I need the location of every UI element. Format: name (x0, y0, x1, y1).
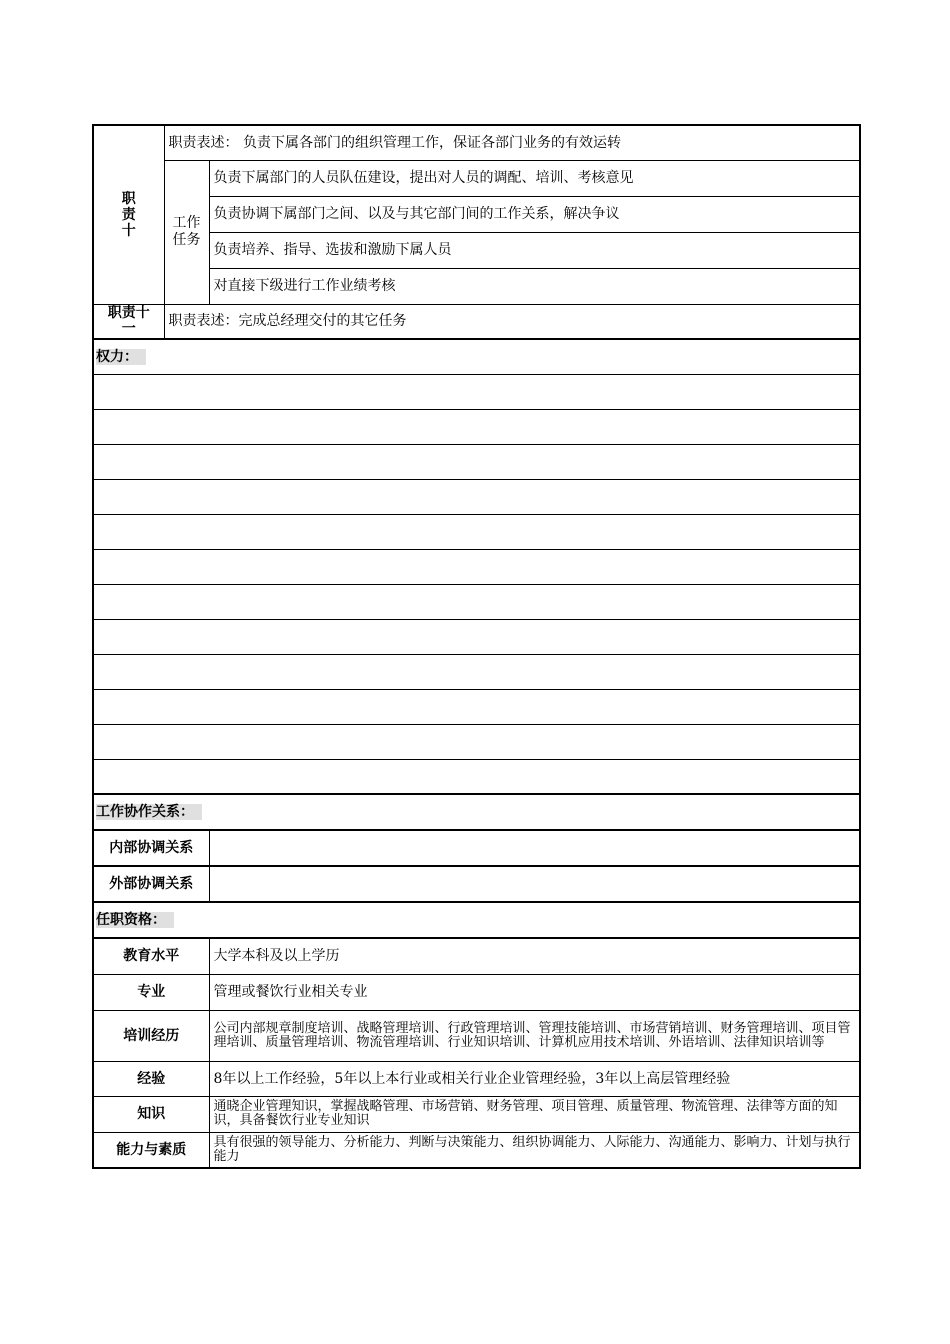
power-row (93, 514, 860, 549)
power-row (93, 584, 860, 619)
work-task-label: 工作 任务 (164, 160, 209, 304)
power-row (93, 444, 860, 479)
qualification-label: 经验 (93, 1061, 209, 1096)
qualification-value: 公司内部规章制度培训、战略管理培训、行政管理培训、管理技能培训、市场营销培训、财务管理培训、项目管理培训、质量管理培训、物流管理培训、行业知识培训、计算机应用技术培训、外语培训、法律知识培训等 (209, 1010, 860, 1061)
external-coordination-value (209, 866, 860, 902)
power-row (93, 654, 860, 689)
qualification-value: 大学本科及以上学历 (209, 938, 860, 974)
qualification-label: 能力与素质 (93, 1132, 209, 1168)
duty-10-statement: 职责表述： 负责下属各部门的组织管理工作，保证各部门业务的有效运转 (164, 125, 860, 160)
qualification-label: 知识 (93, 1096, 209, 1132)
external-coordination-label: 外部协调关系 (93, 866, 209, 902)
cooperation-header: 工作协作关系： (93, 794, 860, 830)
qualification-value: 具有很强的领导能力、分析能力、判断与决策能力、组织协调能力、人际能力、沟通能力、影响力、计划与执行能力 (209, 1132, 860, 1168)
duty-10-task: 负责协调下属部门之间、以及与其它部门间的工作关系，解决争议 (209, 196, 860, 232)
duty-table (92, 124, 861, 1169)
duty-10-task: 对直接下级进行工作业绩考核 (209, 268, 860, 304)
internal-coordination-value (209, 830, 860, 866)
power-row (93, 689, 860, 724)
power-row (93, 724, 860, 759)
duty-10-label: 职 责 十 (93, 125, 164, 304)
internal-coordination-label: 内部协调关系 (93, 830, 209, 866)
power-row (93, 549, 860, 584)
qualification-label: 专业 (93, 974, 209, 1010)
duty-11-statement: 职责表述：完成总经理交付的其它任务 (164, 304, 860, 339)
job-description-sheet (92, 124, 859, 1169)
power-row (93, 619, 860, 654)
power-row (93, 479, 860, 514)
duty-10-task: 负责培养、指导、选拔和激励下属人员 (209, 232, 860, 268)
power-header: 权力： (93, 339, 860, 374)
qualifications-header: 任职资格： (93, 902, 860, 938)
qualification-value: 8年以上工作经验，5年以上本行业或相关行业企业管理经验，3年以上高层管理经验 (209, 1061, 860, 1096)
duty-11-label: 职责十 一 (93, 304, 164, 339)
power-row (93, 409, 860, 444)
power-row (93, 759, 860, 794)
qualification-value: 管理或餐饮行业相关专业 (209, 974, 860, 1010)
qualification-label: 培训经历 (93, 1010, 209, 1061)
power-row (93, 374, 860, 409)
qualification-label: 教育水平 (93, 938, 209, 974)
duty-10-task: 负责下属部门的人员队伍建设，提出对人员的调配、培训、考核意见 (209, 160, 860, 196)
qualification-value: 通晓企业管理知识，掌握战略管理、市场营销、财务管理、项目管理、质量管理、物流管理、法律等方面的知识，具备餐饮行业专业知识 (209, 1096, 860, 1132)
